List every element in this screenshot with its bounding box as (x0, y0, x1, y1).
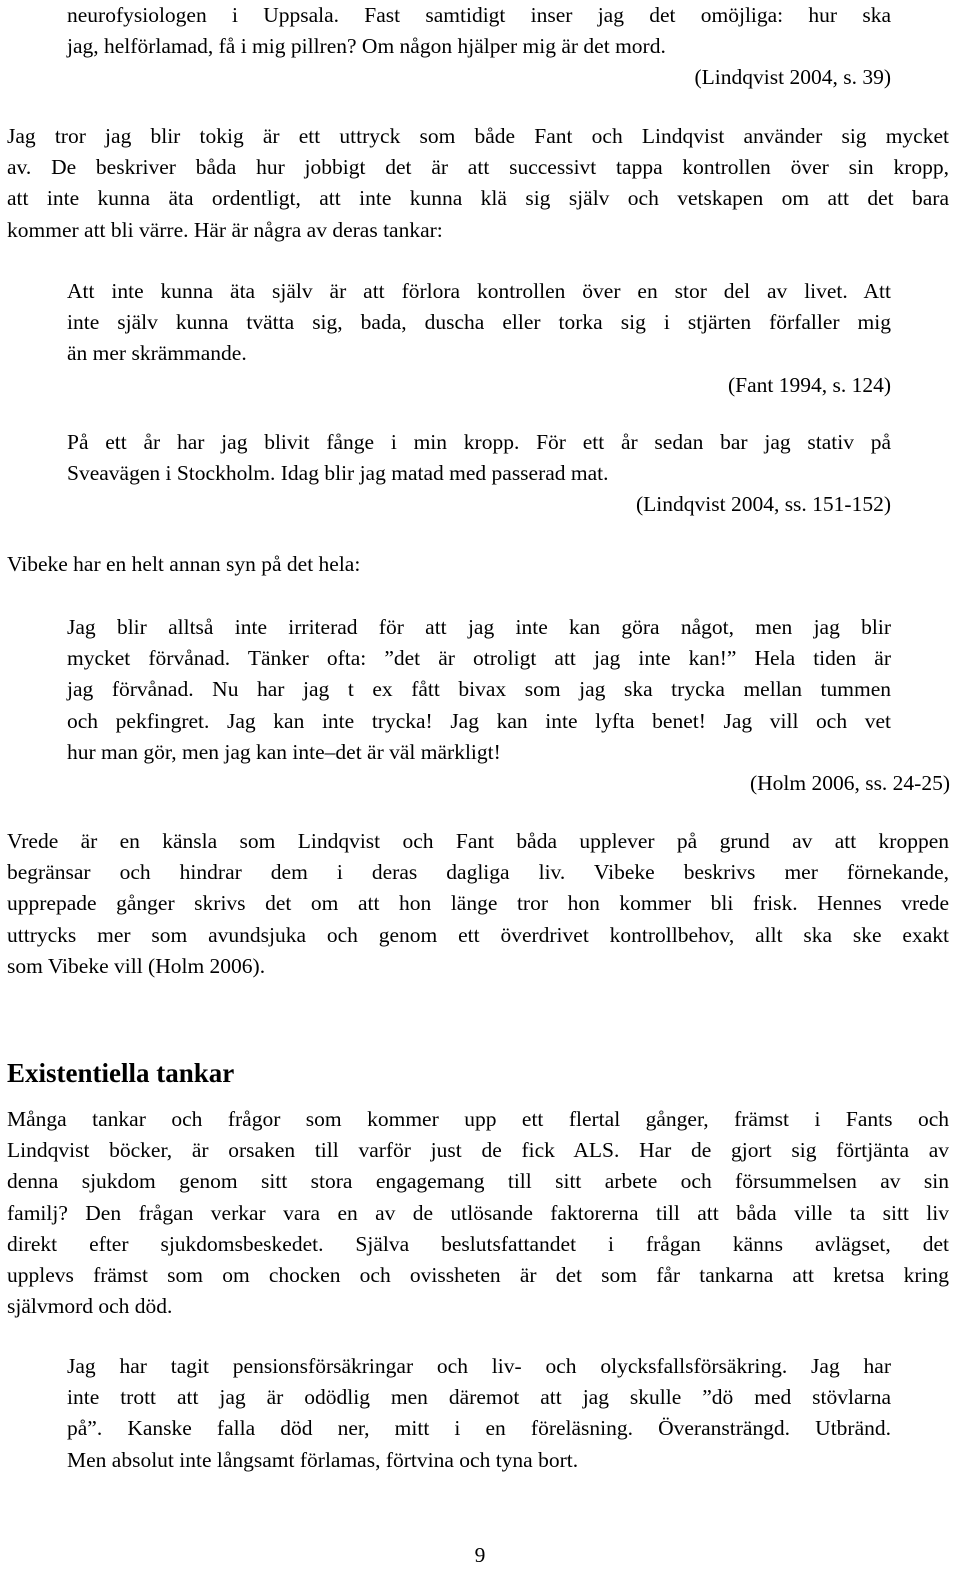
paragraph-line: begränsar och hindrar dem i deras dagliga liv. Vibeke beskrivs mer förnekande, (7, 860, 949, 885)
paragraph-line: Jag tror jag blir tokig är ett uttryck som både Fant och Lindqvist använder sig mycket (7, 124, 949, 148)
quote-line: än mer skrämmande. (67, 341, 247, 366)
quote-line: Att inte kunna äta själv är att förlora kontrollen över en stor del av livet. Att (67, 279, 891, 303)
quote-line: Men absolut inte långsamt förlamas, förtvina och tyna bort. (67, 1447, 579, 1472)
paragraph-line: Många tankar och frågor som kommer upp ett flertal gånger, främst i Fants och (7, 1107, 949, 1131)
block-quote-holm (67, 612, 950, 799)
paragraph-line: självmord och död. (7, 1294, 173, 1319)
citation: (Holm 2006, ss. 24-25) (749, 771, 950, 796)
quote-line: mycket förvånad. Tänker ofta: ”det är otroligt att jag inte kan!” Hela tiden är (67, 646, 891, 671)
citation: (Lindqvist 2004, s. 39) (694, 65, 891, 90)
paragraph-line: av. De beskriver båda hur jobbigt det är att successivt tappa kontrollen över sin kropp, (7, 155, 949, 180)
quote-line: på”. Kanske falla död ner, mitt i en föreläsning. Överansträngd. Utbränd. (67, 1416, 891, 1441)
quote-line: På ett år har jag blivit fånge i min kropp. För ett år sedan bar jag stativ på (67, 430, 891, 454)
paragraph-line: som Vibeke vill (Holm 2006). (7, 953, 266, 978)
paragraph-vibeke (7, 549, 949, 580)
paragraph-line: upprepade gånger skrivs det om att hon länge tror hon kommer bli frisk. Hennes vrede (7, 891, 949, 916)
quote-line: hur man gör, men jag kan inte–det är väl märkligt! (67, 739, 501, 764)
paragraph-line: familj? Den frågan verkar vara en av de utlösande faktorerna till att båda ville ta sitt liv (7, 1200, 949, 1225)
paragraph-line: denna sjukdom genom sitt stora engagemang till sitt arbete och försummelsen av sin (7, 1169, 949, 1194)
paragraph-existentiella (7, 1104, 949, 1322)
citation: (Fant 1994, s. 124) (727, 372, 891, 397)
paragraph-vrede (7, 826, 949, 982)
citation: (Lindqvist 2004, ss. 151-152) (635, 492, 891, 517)
paragraph-line: Vibeke har en helt annan syn på det hela: (7, 552, 361, 576)
quote-line: Jag har tagit pensionsförsäkringar och liv- och olycksfallsförsäkring. Jag har (67, 1354, 891, 1378)
block-quote-fant (67, 276, 891, 401)
paragraph-line: upplevs främst som om chocken och ovissheten är det som får tankarna att kretsa kring (7, 1263, 949, 1288)
paragraph-line: kommer att bli värre. Här är några av deras tankar: (7, 217, 443, 242)
quote-line: jag, helförlamad, få i mig pillren? Om någon hjälper mig är det mord. (67, 34, 666, 59)
quote-line: inte trott att jag är odödlig men däremot att jag skulle ”dö med stövlarna (67, 1385, 891, 1410)
block-quote-lindqvist-1 (67, 0, 891, 94)
quote-line: inte själv kunna tvätta sig, bada, duscha eller torka sig i stjärten förfaller mig (67, 310, 891, 335)
paragraph-line: direkt efter sjukdomsbeskedet. Själva beslutsfattandet i frågan känns avlägset, det (7, 1231, 949, 1256)
paragraph-line: Vrede är en känsla som Lindqvist och Fant båda upplever på grund av att kroppen (7, 829, 949, 853)
section-heading: Existentiella tankar (7, 1058, 235, 1088)
quote-line: neurofysiologen i Uppsala. Fast samtidigt inser jag det omöjliga: hur ska (67, 3, 891, 27)
block-quote-fant-2 (67, 1351, 891, 1476)
block-quote-lindqvist-2 (67, 427, 891, 521)
paragraph-tokig (7, 121, 949, 246)
quote-line: Jag blir alltså inte irriterad för att jag inte kan göra något, men jag blir (67, 615, 891, 639)
paragraph-line: Lindqvist böcker, är orsaken till varför just de fick ALS. Har de gjort sig förtjänta av (7, 1138, 949, 1163)
quote-line: Sveavägen i Stockholm. Idag blir jag matad med passerad mat. (67, 461, 609, 486)
page-number: 9 (474, 1543, 486, 1567)
quote-line: jag förvånad. Nu har jag t ex fått bivax som jag ska trycka mellan tummen (67, 677, 891, 702)
paragraph-line: uttrycks mer som avundsjuka och genom ett överdrivet kontrollbehov, allt ska ske exakt (7, 922, 949, 947)
paragraph-line: att inte kunna äta ordentligt, att inte kunna klä sig själv och vetskapen om att det bara (7, 186, 949, 211)
quote-line: och pekfingret. Jag kan inte trycka! Jag kan inte lyfta benet! Jag vill och vet (67, 708, 891, 733)
